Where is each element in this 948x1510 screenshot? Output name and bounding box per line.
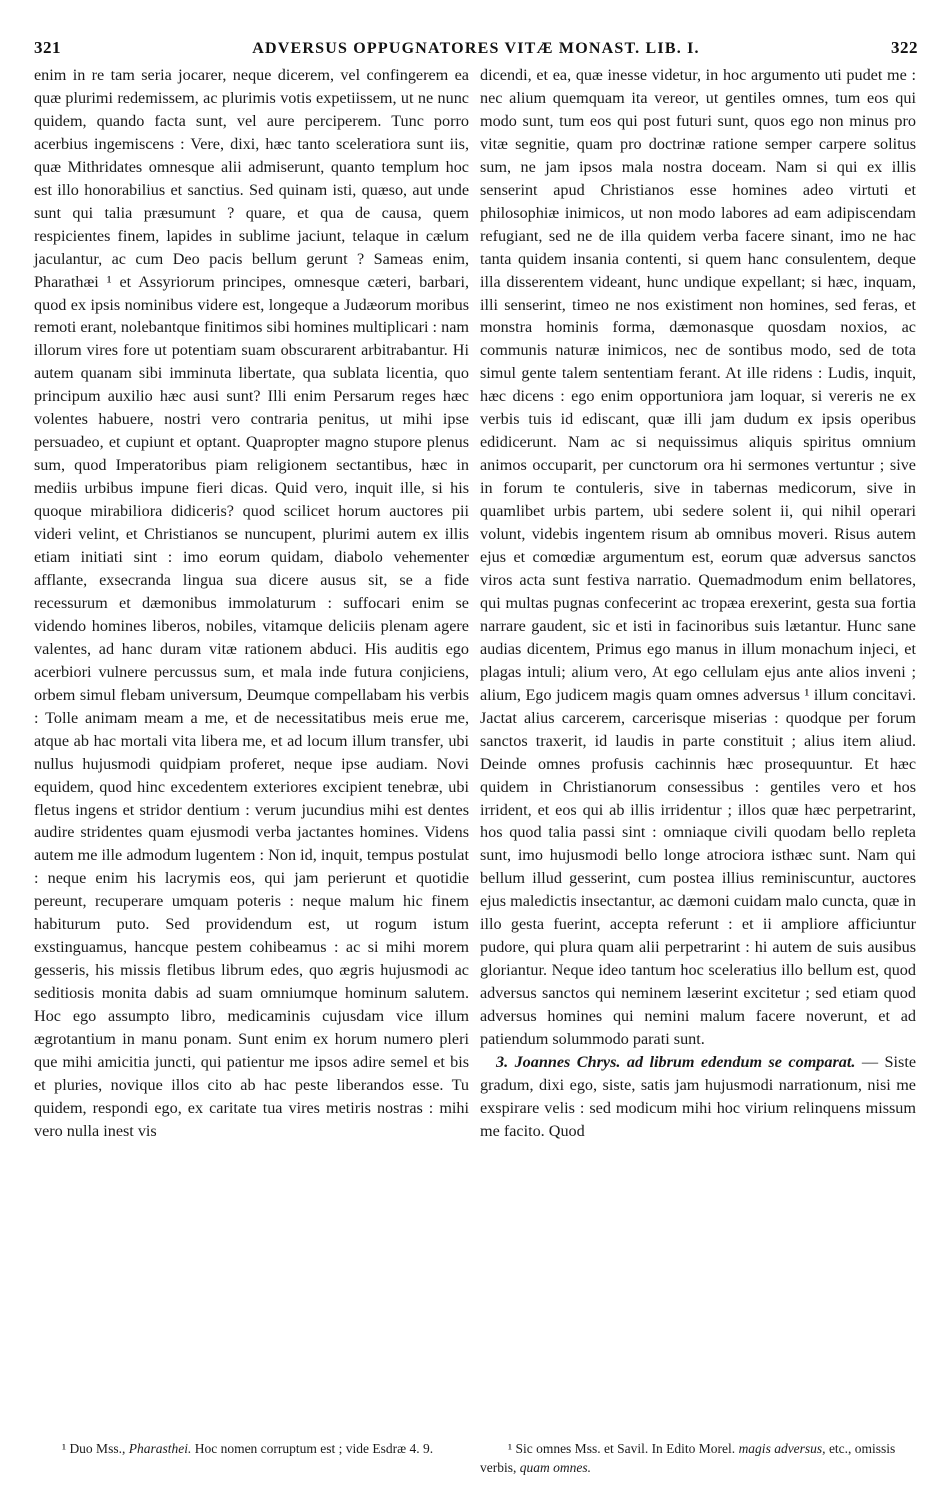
left-page-number: 321 [34, 38, 61, 57]
right-page-number: 322 [890, 38, 918, 57]
footnote-left-text-b: Hoc nomen corruptum est ; vide Esdræ 4. 9. [191, 1441, 434, 1456]
footnote-right-text-b: etc., omissis verbis, [480, 1441, 896, 1475]
footnote-right-text-a: Sic omnes Mss. et Savil. In Edito Morel. [515, 1441, 739, 1456]
footnote-marker: ¹ [62, 1441, 67, 1456]
footnote-left-text-a: Duo Mss., [69, 1441, 129, 1456]
left-column [34, 64, 469, 1143]
footnote-left [34, 1440, 469, 1459]
footnote-right [480, 1440, 916, 1477]
right-column [480, 64, 916, 1143]
footnote-right-italic: magis adversus, [738, 1441, 826, 1456]
right-column-text: dicendi, et ea, quæ inesse videtur, in hoc argumento uti pudet me : nec alium quemquam ita vereor, ut gentiles omnes, tum eos qui modo sunt, tum eos qui post futuri sunt, quos ego non minus pro vitæ segnitie, quam pro doctrinæ ratione semper carpere solitus sum, ne jam ipsos mala nostra doceam. Nam si qui ex illis senserint apud Christianos esse homines adeo virtuti et philosophiæ inimicos, ut non modo labores ad eam adipiscendam refugiant, sed ne de illa quidem verba facere sinant, imo ne hac tanta quidem insania contenti, si quem hanc consulentem, deque illa disserentem videant, hunc undique expellant; si hæc, inquam, illi senserint, timeo ne nos existiment non homines, sed feras, et monstra hominis forma, dæmonasque quosdam noxios, ac communis naturæ inimicos, nec de sontibus modo, sed de tota simul gente talem sententiam ferant. At ille ridens : Ludis, inquit, hæc dicens : ego enim opportuniora jam loquar, si vereris ne ex verbis tuis id ediscant, quæ illi jam dudum ex ipsis operibus edidicerunt. Nam ac si nequissimus aliquis spiritus omnium animos occuparit, per cunctorum ora hi sermones vertuntur ; sive in forum te contuleris, sive in tabernas medicorum, sive in quamlibet urbis partem, ubi sedere solent ii, qui nihil operari volunt, videbis ingentem risum ab omnibus moveri. Risus autem ejus et comœdiæ argumentum est, eorum quæ adversus sanctos viros acta sunt festiva narratio. Quemadmodum enim bellatores, qui multas pugnas confecerint ac tropæa erexerint, gesta sua fortia narrare gaudent, sic et isti in facinoribus suis lætantur. Hunc sane audias dicentem, Primus ego manus in illum monachum injeci, et plagas intuli; alium vero, At ego cellulam ejus ante alios inveni ; alium, Ego judicem magis quam omnes adversus ¹ illum concitavi. Jactat alius carcerem, carcerisque miserias : quodque per forum sanctos traxerit, id laudis in parte constituit ; alius item aliud. Deinde omnes profusis cachinnis hæc prosequuntur. Et hæc quidem in Christianorum consessibus : gentiles vero et hos irrident, et eos qui ab illis irridentur ; illos quæ hæc perpetrarint, hos quod talia passi sint : omniaque civili quodam bello repleta sunt, imo hujusmodi bello longe atrociora isthæc sunt. Nam qui bellum illud gesserint, cum postea illius reminiscuntur, auctores ejus maledictis insectantur, ac dæmoni cuidam malo cuncta, quæ in illo gesta fuerint, accepta referunt : et ii ampliore afficiuntur pudore, qui plura quam alii perpetrarint : hi autem de suis ausibus gloriantur. Neque ideo tantum hoc sceleratius illo bellum est, quod adversus sanctos qui neminem læserint excitetur ; sed etiam quod adversus homines qui nemini malum facere noverunt, et ad patiendum solummodo parati sunt. [480, 66, 916, 1049]
left-column-text: enim in re tam seria jocarer, neque dicerem, vel confingerem ea quæ plurimi redemissem, ac plurimis votis expetiissem, ut ne nunc quidem, quando facta sunt, vel aure perciperem. Tunc porro acerbius ingemiscens : Vere, dixi, hæc tanto sceleratiora sunt iis, quæ Mithridates omnesque alii admiserunt, quanto templum hoc est illo honorabilius et sanctius. Sed quinam isti, quæso, aut unde sunt qui talia præsumunt ? quare, et qua de causa, quem respicientes finem, lapides in sublime jaciunt, telaque in cælum jaculantur, ac cum Deo pacis bellum gerunt ? Sameas enim, Pharathæi ¹ et Assyriorum principes, omnesque cæteri, barbari, quod ex ipsis nominibus videre est, longeque a Judæorum moribus remoti erant, nolebantque finitimos sibi homines multiplicari : nam illorum vires fore ut potentiam suam obscurarent arbitrabantur. Hi autem quanam sibi imminuta libertate, qua sublata licentia, quo principum auxilio hæc ausi sunt? Illi enim Persarum reges hæc volentes habuere, nostri vero contraria penitus, ut mihi ipse persuadeo, et cupiunt et optant. Quapropter magno stupore plenus sum, quod Imperatoribus piam religionem sectantibus, hæc in mediis urbibus impune fieri dicas. Quid vero, inquit ille, si his quoque mirabiliora didiceris? quod scilicet horum auctores pii videri velint, et Christianos se nuncupent, plurimi autem ex illis etiam initiati sint : imo eorum quidam, diabolo vehementer afflante, exsecranda lingua sua dicere ausus sit, se a fide recessurum et dæmonibus immolaturum : suffocari enim se videndo homines liberos, nobiles, vitamque deliciis plenam agere valentes, ad hanc duram vitæ rationem abduci. His auditis ego acerbiori vulnere percussus sum, et mala inde futura conjiciens, orbem simul flebam universum, Deumque compellabam his verbis : Tolle animam meam a me, et de necessitatibus meis erue me, atque ab hac mortali vita libera me, et ad locum illum transfer, ubi nullus hujusmodi quidpiam proferet, neque ipse audiam. Novi equidem, quod hinc excedentem exteriores excipient tenebræ, ubi fletus ingens et stridor dentium : verum jucundius mihi est dentes audire stridentes quam ejusmodi verba jactantes homines. Videns autem me ille admodum lugentem : Non id, inquit, tempus postulat : neque enim his lacrymis eos, qui jam perierunt et quotidie pereunt, recuperare umquam poteris : neque malum hic finem habiturum puto. Sed providendum est, ut rogum istum exstinguamus, hancque pestem cohibeamus : ac si mihi morem gesseris, his missis fletibus librum edes, quo ægris hujusmodi ac seditiosis monita dabis ad suam omniumque hominum salutem. Hoc ego assumpto libro, medicaminis cujusdam vice illum ægrotantium in manu ponam. Sunt enim ex horum numero pleri que mihi amicitia juncti, qui patientur me ipsos adire semel et bis et pluries, novique illos cito ab hac peste liberandos esse. Tu quidem, respondi ego, ex caritate tua vires metiris nostras : mihi vero nulla inest vis [34, 66, 469, 1140]
running-head [34, 38, 918, 62]
footnote-marker: ¹ [508, 1441, 513, 1456]
section-text: — Siste gradum, dixi ego, siste, satis jam hujusmodi narrationum, nisi me exspirare velis : sed modicum mihi hoc virium relinquens missum me facito. Quod [480, 1052, 917, 1140]
footnote-right-italic-2: quam omnes. [519, 1459, 591, 1475]
running-title: ADVERSUS OPPUGNATORES VITÆ MONAST. LIB. I. [252, 40, 700, 57]
section-heading: 3. Joannes Chrys. ad librum edendum se comparat. [496, 1052, 856, 1071]
section-paragraph [480, 1051, 916, 1143]
footnote-left-italic: Pharasthei. [128, 1441, 192, 1456]
